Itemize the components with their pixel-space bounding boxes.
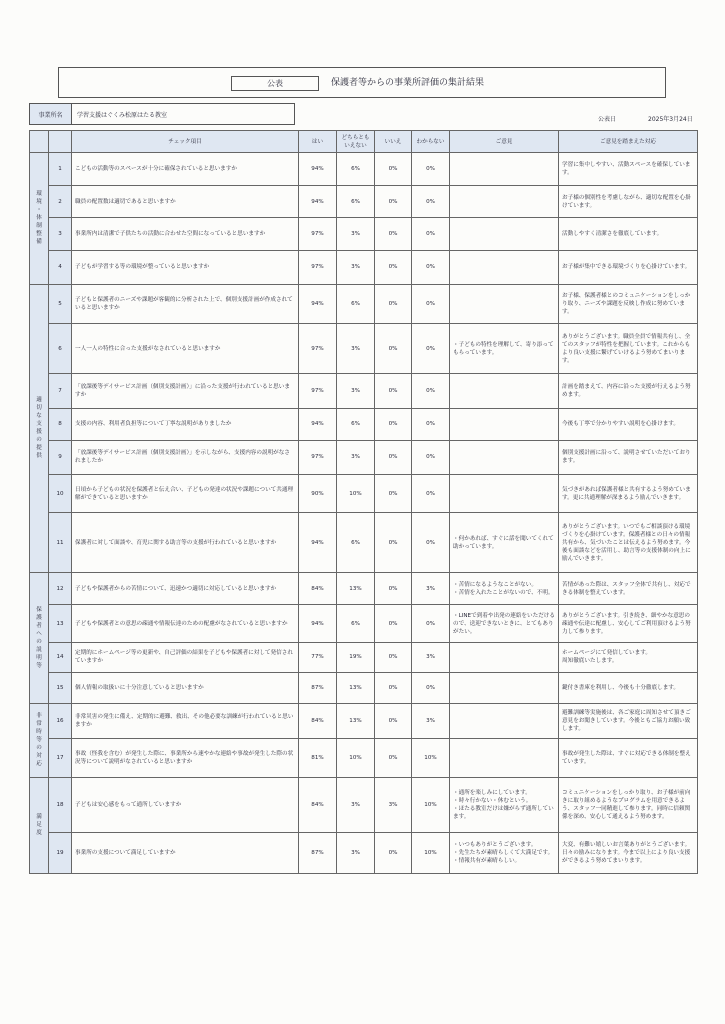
response-text: ありがとうございます。職員全員で情報共有し、全てのスタッフが特性を把握しています。これからもより良い支援に繋げていけるよう努めてまいります。 (559, 324, 698, 374)
pct-no: 0% (375, 739, 412, 778)
pct-unknown: 3% (412, 703, 450, 738)
response-text: お子様、保護者様とのコミュニケーションをしっかり取り、ニーズや課題を反映し作成に努めています。 (559, 284, 698, 324)
response-text: 今後も丁寧で分かりやすい説明を心掛けます。 (559, 408, 698, 440)
pct-unknown: 10% (412, 833, 450, 874)
response-text: 苦情があった際は、スタッフ全体で共有し、対応できる体制を整えています。 (559, 573, 698, 605)
pct-no: 0% (375, 703, 412, 738)
pct-unknown: 0% (412, 440, 450, 474)
pct-yes: 84% (299, 573, 337, 605)
pct-neutral: 13% (337, 672, 375, 703)
pct-unknown: 0% (412, 324, 450, 374)
pct-no: 0% (375, 642, 412, 672)
header-item: チェック項目 (72, 131, 299, 153)
response-text: 気づきがあれば保護者様と共有するよう努めています。更に共通理解が深まるよう励んでいきます。 (559, 474, 698, 513)
pct-unknown: 0% (412, 186, 450, 218)
header-response: ご意見を踏まえた対応 (559, 131, 698, 153)
question-text: 「放課後等デイサービス計画（個別支援計画）」に沿った支援が行われていると思いますか (72, 374, 299, 408)
response-text: 活動しやすく清潔さを徹底しています。 (559, 218, 698, 251)
pct-neutral: 10% (337, 474, 375, 513)
response-text: 事故が発生した際は、すぐに対応できる体制を整えています。 (559, 739, 698, 778)
question-text: 支援の内容、利用者負担等について丁寧な説明がありましたか (72, 408, 299, 440)
pct-neutral: 3% (337, 374, 375, 408)
pct-unknown: 0% (412, 251, 450, 284)
pct-unknown: 10% (412, 739, 450, 778)
pct-no: 0% (375, 324, 412, 374)
response-text: ありがとうございます。引き続き、細やかな意思の疎通や伝達に配慮し、安心してご利用頂けるよう努力して参ります。 (559, 605, 698, 642)
pct-neutral: 6% (337, 605, 375, 642)
pct-yes: 84% (299, 777, 337, 833)
pct-unknown: 0% (412, 474, 450, 513)
question-text: 事業所内は清潔で子供たちの活動に合わせた空間になっていると思いますか (72, 218, 299, 251)
opinion-text (450, 218, 559, 251)
pct-unknown: 0% (412, 284, 450, 324)
pct-neutral: 6% (337, 408, 375, 440)
row-number: 1 (49, 153, 72, 186)
pct-yes: 94% (299, 284, 337, 324)
pct-unknown: 3% (412, 642, 450, 672)
category-label: 非 常 時 等 の 対 応 (30, 703, 49, 777)
pct-yes: 94% (299, 408, 337, 440)
table-body (30, 153, 698, 874)
pct-no: 0% (375, 474, 412, 513)
category-label: 保 護 者 へ の 説 明 等 (30, 573, 49, 703)
publish-date (598, 114, 693, 123)
table-row (30, 284, 698, 324)
table-row (30, 513, 698, 573)
pct-no: 0% (375, 573, 412, 605)
question-text: 子どもや保護者からの苦情について、迅速かつ適切に対応していると思いますか (72, 573, 299, 605)
table-row (30, 324, 698, 374)
pct-neutral: 3% (337, 833, 375, 874)
pct-yes: 77% (299, 642, 337, 672)
pct-no: 0% (375, 251, 412, 284)
table-row (30, 642, 698, 672)
row-number: 2 (49, 186, 72, 218)
table-row (30, 374, 698, 408)
response-text: 鍵付き書庫を利用し、今後も十分徹底します。 (559, 672, 698, 703)
publish-date-value: 2025年3月24日 (648, 116, 693, 123)
pct-no: 0% (375, 672, 412, 703)
publish-tag: 公表 (231, 76, 319, 91)
response-text: 計画を踏まえて、内容に沿った支援が行えるよう努めます。 (559, 374, 698, 408)
row-number: 13 (49, 605, 72, 642)
question-text: 「放課後等デイサービス計画（個別支援計画）」を示しながら、支援内容の説明がなされましたか (72, 440, 299, 474)
pct-no: 0% (375, 374, 412, 408)
header-unknown: わからない (412, 131, 450, 153)
pct-neutral: 13% (337, 703, 375, 738)
question-text: 子どもと保護者のニーズや課題が客観的に分析された上で、個別支援計画が作成されていると思いますか (72, 284, 299, 324)
pct-no: 0% (375, 218, 412, 251)
pct-neutral: 3% (337, 777, 375, 833)
pct-unknown: 10% (412, 777, 450, 833)
pct-no: 0% (375, 153, 412, 186)
table-row (30, 474, 698, 513)
pct-unknown: 0% (412, 218, 450, 251)
pct-unknown: 3% (412, 573, 450, 605)
question-text: 子どもや保護者との意思の疎通や情報伝達のための配慮がなされていると思いますか (72, 605, 299, 642)
question-text: 個人情報の取扱いに十分注意していると思いますか (72, 672, 299, 703)
opinion-text: ・子どもの特性を理解して、寄り添ってもらっています。 (450, 324, 559, 374)
row-number: 8 (49, 408, 72, 440)
pct-neutral: 3% (337, 324, 375, 374)
pct-yes: 84% (299, 703, 337, 738)
header-neutral: どちらとも いえない (337, 131, 375, 153)
header-blank (30, 131, 49, 153)
question-text: 子どもは安心感をもって通所していますか (72, 777, 299, 833)
table-row (30, 777, 698, 833)
opinion-text: ・苦情になるようなことがない。 ・苦情を入れたことがないので、不明。 (450, 573, 559, 605)
response-text: ホームページにて発信しています。 周知徹底いたします。 (559, 642, 698, 672)
question-text: 日頃から子どもの状況を保護者と伝え合い、子どもの発達の状況や課題について共通理解ができていると思いますか (72, 474, 299, 513)
response-text: コミュニケーションをしっかり取り、お子様が前向きに取り組めるようなプログラムを用意できるよう、スタッフ一同精進して参ります。同時に信頼関係を深め、安心して通えるよう努めます。 (559, 777, 698, 833)
pct-neutral: 3% (337, 251, 375, 284)
opinion-text: ・何かあれば、すぐに話を聞いてくれて助かっています。 (450, 513, 559, 573)
evaluation-table (29, 130, 698, 874)
pct-no: 0% (375, 186, 412, 218)
row-number: 4 (49, 251, 72, 284)
pct-neutral: 13% (337, 573, 375, 605)
pct-no: 0% (375, 284, 412, 324)
opinion-text: ・いつもありがとうございます。 ・先生たちが素晴らしくて大満足です。 ・情報共有が素晴らしい。 (450, 833, 559, 874)
title-box (58, 67, 666, 98)
question-text: こどもの活動等のスペースが十分に確保されていると思いますか (72, 153, 299, 186)
question-text: 定期的にホームページ等の更新や、自己評価の結果を子どもや保護者に対して発信されていますか (72, 642, 299, 672)
pct-no: 0% (375, 833, 412, 874)
response-text: 大変、有難い嬉しいお言葉ありがとうございます。日々の励みになります。今まで以上により良い支援ができるよう努めてまいります。 (559, 833, 698, 874)
opinion-text (450, 153, 559, 186)
pct-yes: 97% (299, 374, 337, 408)
opinion-text (450, 642, 559, 672)
table-row (30, 251, 698, 284)
pct-neutral: 6% (337, 513, 375, 573)
pct-yes: 97% (299, 251, 337, 284)
response-text: 避難訓練等実施後は、各ご家庭に周知させて頂きご意見をお聞きしています。今後ともご協力お願い致します。 (559, 703, 698, 738)
office-name: 学習支援はぐくみ松原はたる教室 (77, 111, 168, 119)
header-opinion: ご意見 (450, 131, 559, 153)
row-number: 3 (49, 218, 72, 251)
question-text: 事業所の支援について満足していますか (72, 833, 299, 874)
pct-unknown: 0% (412, 605, 450, 642)
pct-neutral: 3% (337, 440, 375, 474)
pct-unknown: 0% (412, 513, 450, 573)
table-row (30, 605, 698, 642)
header-no (49, 131, 72, 153)
table-row (30, 408, 698, 440)
pct-yes: 94% (299, 153, 337, 186)
row-number: 17 (49, 739, 72, 778)
opinion-text (450, 672, 559, 703)
category-label: 満 足 度 (30, 777, 49, 873)
table-row (30, 573, 698, 605)
question-text: 一人一人の特性に合った支援がなされていると思いますか (72, 324, 299, 374)
pct-yes: 94% (299, 513, 337, 573)
pct-yes: 87% (299, 833, 337, 874)
table-row (30, 186, 698, 218)
row-number: 16 (49, 703, 72, 738)
opinion-text: ・通所を楽しみにしています。 ・時々行かない・休むという。 ・ほたる教室だけは嫌がらず通所しています。 (450, 777, 559, 833)
pct-neutral: 6% (337, 284, 375, 324)
response-text: お子様が集中できる環境づくりを心掛けています。 (559, 251, 698, 284)
row-number: 5 (49, 284, 72, 324)
publish-date-label: 公表日 (598, 116, 617, 123)
pct-neutral: 6% (337, 153, 375, 186)
pct-yes: 97% (299, 324, 337, 374)
header-yes: はい (299, 131, 337, 153)
table-row (30, 672, 698, 703)
pct-unknown: 0% (412, 408, 450, 440)
row-number: 7 (49, 374, 72, 408)
pct-yes: 94% (299, 605, 337, 642)
pct-yes: 87% (299, 672, 337, 703)
opinion-text (450, 186, 559, 218)
pct-no: 0% (375, 605, 412, 642)
opinion-text (450, 739, 559, 778)
opinion-text (450, 474, 559, 513)
opinion-text (450, 284, 559, 324)
table-row (30, 833, 698, 874)
response-text: 個別支援計画に沿って、説明させていただいております。 (559, 440, 698, 474)
response-text: 学習に集中しやすい、活動スペースを確保しています。 (559, 153, 698, 186)
row-number: 12 (49, 573, 72, 605)
table-row (30, 703, 698, 738)
row-number: 9 (49, 440, 72, 474)
header-no-answer: いいえ (375, 131, 412, 153)
pct-yes: 97% (299, 440, 337, 474)
opinion-text (450, 703, 559, 738)
row-number: 10 (49, 474, 72, 513)
opinion-text (450, 374, 559, 408)
row-number: 15 (49, 672, 72, 703)
category-label: 環 境 ・ 体 制 整 備 (30, 153, 49, 285)
pct-yes: 81% (299, 739, 337, 778)
question-text: 職員の配置数は適切であると思いますか (72, 186, 299, 218)
pct-neutral: 6% (337, 186, 375, 218)
table-row (30, 153, 698, 186)
row-number: 19 (49, 833, 72, 874)
pct-unknown: 0% (412, 374, 450, 408)
pct-no: 0% (375, 513, 412, 573)
pct-yes: 90% (299, 474, 337, 513)
opinion-text: ・LINEで到着や出発の連絡をいただけるので、送迎できないときに、とてもありがたい。 (450, 605, 559, 642)
pct-yes: 97% (299, 218, 337, 251)
row-number: 14 (49, 642, 72, 672)
page-title: 保護者等からの事業所評価の集計結果 (331, 78, 485, 88)
opinion-text (450, 251, 559, 284)
response-text: お子様の個別性を考慮しながら、適切な配置を心掛けています。 (559, 186, 698, 218)
category-label: 適 切 な 支 援 の 提 供 (30, 284, 49, 573)
row-number: 6 (49, 324, 72, 374)
question-text: 保護者に対して面談や、育児に関する助言等の支援が行われていると思いますか (72, 513, 299, 573)
opinion-text (450, 408, 559, 440)
office-label: 事業所名 (30, 104, 72, 124)
pct-neutral: 3% (337, 218, 375, 251)
question-text: 事故（怪我を含む）が発生した際に、事業所から速やかな連絡や事故が発生した際の状況等について説明がなされていると思いますか (72, 739, 299, 778)
pct-unknown: 0% (412, 153, 450, 186)
table-row (30, 739, 698, 778)
question-text: 非常災害の発生に備え、定期的に避難、救出、その他必要な訓練が行われていると思いますか (72, 703, 299, 738)
table-header-row (30, 131, 698, 153)
opinion-text (450, 440, 559, 474)
row-number: 18 (49, 777, 72, 833)
office-box (29, 103, 295, 125)
pct-neutral: 10% (337, 739, 375, 778)
row-number: 11 (49, 513, 72, 573)
table-row (30, 218, 698, 251)
pct-no: 0% (375, 408, 412, 440)
pct-yes: 94% (299, 186, 337, 218)
pct-no: 3% (375, 777, 412, 833)
pct-no: 0% (375, 440, 412, 474)
pct-neutral: 19% (337, 642, 375, 672)
pct-unknown: 0% (412, 672, 450, 703)
table-row (30, 440, 698, 474)
response-text: ありがとうございます。いつでもご相談頂ける環境づくりを心掛けています。保護者様との日々の情報共有から、気づいたことは伝えるよう努めます。今後も面談などを活用し、助言等の支援体制の向上に励んでいきます。 (559, 513, 698, 573)
question-text: 子どもが学習する等の環境が整っていると思いますか (72, 251, 299, 284)
